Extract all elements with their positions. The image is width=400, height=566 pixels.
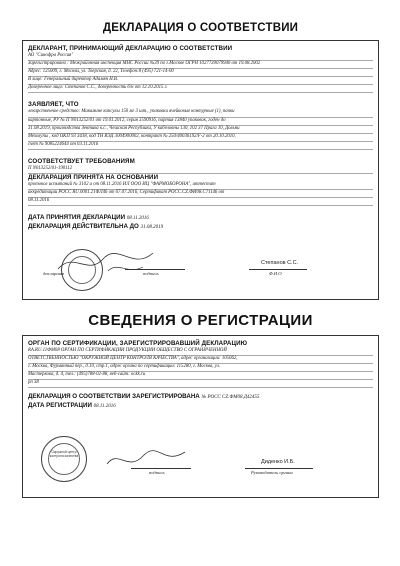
basis-line: 08.11.2016 — [28, 198, 373, 206]
accepted-date-value: 08.11.2016 — [126, 216, 149, 222]
body-line: Мастеркова, д. 4, тел.: (495)788-02-88, веб-сайт: ockk.ru — [28, 372, 373, 380]
certification-stamp — [41, 436, 87, 482]
declarant-line: АО "Синофра Россия" — [28, 53, 373, 61]
document-sheet — [22, 22, 379, 498]
registration-date-value: 08.11.2016 — [93, 404, 116, 410]
valid-until-label: ДЕКЛАРАЦИЯ ДЕЙСТВИТЕЛЬНА ДО — [28, 223, 139, 231]
declarant-signature-label: подпись — [143, 271, 159, 276]
head-name-line — [245, 468, 313, 469]
declares-line: Мехолупы , код ОКП 93 3438, код ТН ВЭД 3004900002, контракт № 250/40036192/F-2 от 20.10.2010, — [28, 134, 373, 142]
basis-line: протокол испытаний № 3102 а от 08.11.2016 ИЛ ООО ИЦ "ФАРМОБОРОНА", аттестат — [28, 182, 373, 190]
registration-signature-scribble — [103, 444, 193, 474]
body-heading: ОРГАН ПО СЕРТИФИКАЦИИ, ЗАРЕГИСТРИРОВАВШИЙ ДЕКЛАРАЦИЮ — [28, 340, 248, 347]
declares-line: лекарственное средство: Микамине капсулы 150 мг 3 шт., упаковки ячейковые контурные (1), пачки — [28, 109, 373, 117]
requirements-heading: СООТВЕТСТВУЕТ ТРЕБОВАНИЯМ — [28, 157, 135, 165]
head-role-label: Руководитель органа — [251, 470, 293, 475]
body-line: ОТВЕТСТВЕННОСТЬЮ "ОКРУЖНОЙ ЦЕНТР КОНТРОЛЯ КАЧЕСТВА", адрес организации: 105062, — [28, 356, 373, 364]
declaration-box — [22, 40, 379, 300]
registration-date-label: ДАТА РЕГИСТРАЦИИ — [28, 402, 92, 410]
declares-heading: ЗАЯВЛЯЕТ, ЧТО — [28, 101, 79, 109]
declarant-line: В лице: Генеральный директор Адамян Н.В. — [28, 77, 373, 85]
declarant-fio-line — [249, 269, 307, 270]
declarant-name: Степанов С.С. — [261, 260, 299, 266]
declarant-line: Доверенное лицо: Степанов С.С., доверенность б/н от 12.10.2015 г. — [28, 85, 373, 93]
head-name: Диденко И.Б. — [261, 459, 295, 465]
declarant-signature-line — [125, 269, 185, 270]
declarant-role-label: декларант — [43, 271, 65, 276]
registration-signature-label: подпись — [149, 470, 165, 475]
certification-stamp-text: Окружной центр контроля качества — [49, 450, 79, 458]
registration-box — [22, 335, 379, 498]
basis-heading: ДЕКЛАРАЦИЯ ПРИНЯТА НА ОСНОВАНИИ — [28, 174, 159, 182]
declares-line: счет № 9085224644 от 03.11.2016 — [28, 142, 373, 150]
valid-until-row — [28, 223, 373, 230]
registration-signature-line — [131, 468, 191, 469]
declaration-title: ДЕКЛАРАЦИЯ О СООТВЕТСТВИИ — [102, 22, 299, 34]
registered-value: № РОСС СZ.ФМ08.Д42455 — [201, 395, 260, 401]
declarant-line: Адрес: 125009, г. Москва, ул. Тверская, д. 22, Телефон:8 (495) 721-14-00 — [28, 69, 373, 77]
accepted-date-row — [28, 214, 373, 221]
body-line: RA.RU.11ФМ08 ОРГАН ПО СЕРТИФИКАЦИИ ПРОДУКЦИИ ОБЩЕСТВО С ОГРАНИЧЕННОЙ — [28, 348, 373, 356]
registration-date-row — [28, 402, 373, 409]
declares-line: 31.08.2019, производства Зентива к.с., Чешская Республика, У кабеловны 130, 102 37 Прага 10, Дольни — [28, 126, 373, 134]
valid-until-value: 31.08.2019 — [140, 225, 164, 231]
requirements-line: П N013252/01-190112 — [28, 166, 373, 174]
registered-label: ДЕКЛАРАЦИЯ О СООТВЕТСТВИИ ЗАРЕГИСТРИРОВАНА — [28, 393, 200, 401]
body-line: г. Москва, Фурманный пер., д.10, стр.1, адрес органа по сертификации: 115280, г. Москва, ул. — [28, 364, 373, 372]
basis-line: аккредитации РОСС RU.0001.21ФЛ46 от 07.07.2016, Сертификат РОСС.СZ.ФИ08.С71146 от — [28, 190, 373, 198]
declarant-line: Зарегистрировано : Межрайонная инспекция МНС России №39 по г.Москве ОГРН 1027739079940 от 19.08.2002 — [28, 61, 373, 69]
declarant-fio-label: Ф.И.О — [269, 271, 282, 276]
accepted-date-label: ДАТА ПРИНЯТИЯ ДЕКЛАРАЦИИ — [28, 214, 126, 222]
body-line: рп 38 — [28, 380, 373, 388]
registration-title: СВЕДЕНИЯ О РЕГИСТРАЦИИ — [88, 312, 313, 329]
declarant-heading: ДЕКЛАРАНТ, ПРИНИМАЮЩИЙ ДЕКЛАРАЦИЮ О СООТВЕТСТВИИ — [28, 45, 233, 52]
declares-line: картонные, РУ № П N013252/01 от 19.01.2012, серия 3590916, партия 13840 упаковок, годен до — [28, 118, 373, 126]
registered-row — [28, 393, 373, 400]
